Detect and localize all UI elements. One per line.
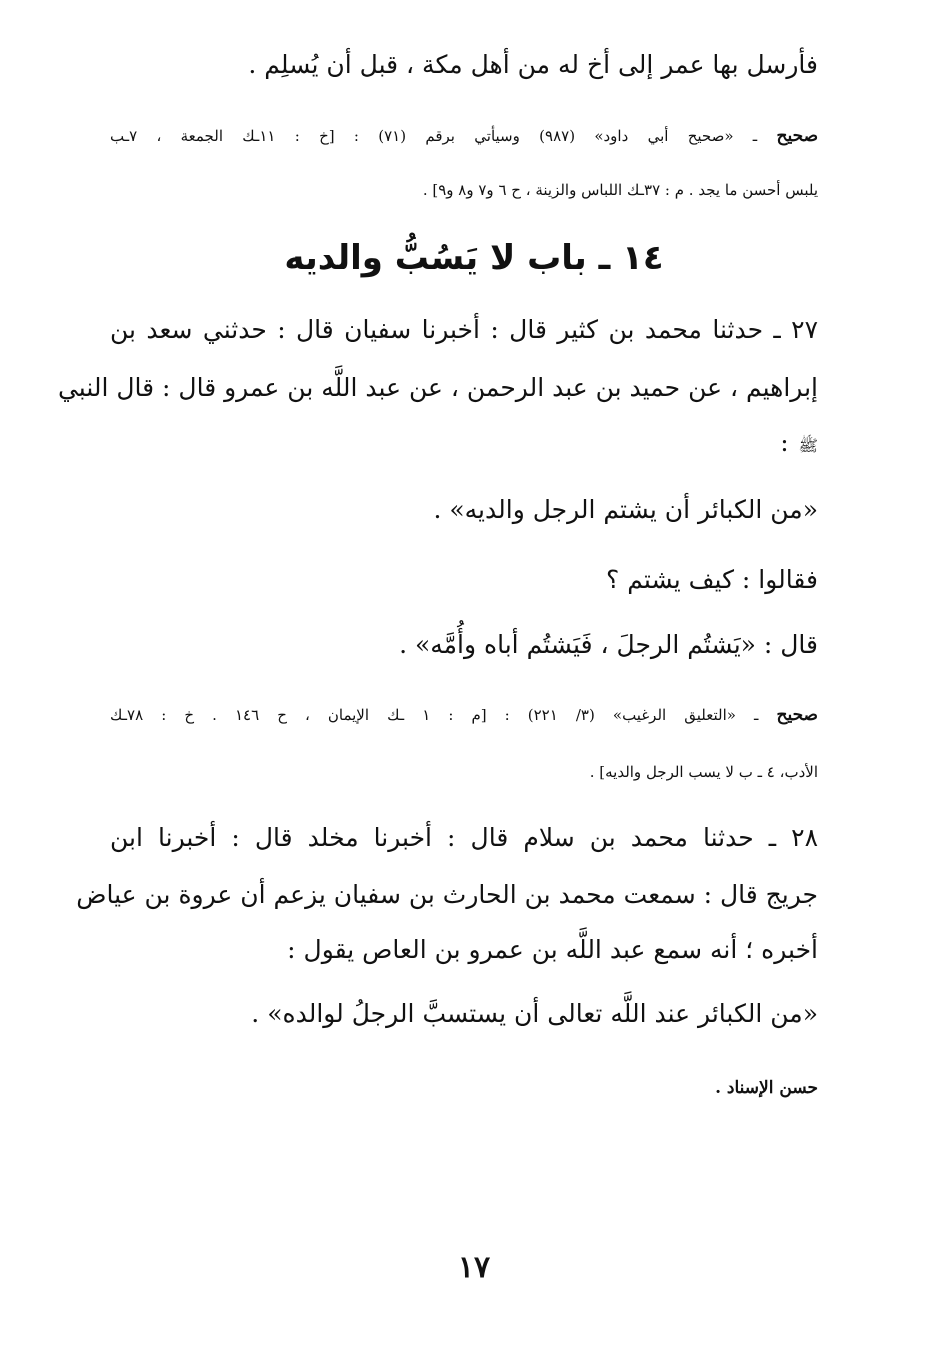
quote-4: «من الكبائر عند اللَّه تعالى أن يستسبَّ الرجلُ لوالده» . xyxy=(251,999,818,1028)
chapter-heading: ١٤ ـ باب لا يَسُبُّ والديه xyxy=(284,238,664,278)
hadith-28-line-3: أخبره ؛ أنه سمع عبد اللَّه بن عمرو بن العاص يقول : xyxy=(287,935,818,964)
footnote-text: ـ «صحيح أبي داود» (٩٨٧) وسيأتي برقم (٧١) : [خ : ١١ـك الجمعة ، ٧ـب xyxy=(110,127,777,145)
footnote-line-1 xyxy=(110,128,818,145)
grade-label: صحيح xyxy=(776,126,819,146)
hadith-28-line-2: جريج قال : سمعت محمد بن الحارث بن سفيان يزعم أن عروة بن عياض xyxy=(76,880,818,909)
hadith-27-line-3 xyxy=(780,430,818,455)
salutation-seal: ﷺ xyxy=(798,436,818,455)
footnote-line-2: يلبس أحسن ما يجد . م : ٣٧ـك اللباس والزينة ، ح ٦ و٧ و٨ و٩] . xyxy=(422,181,818,199)
hadith-27-line-1: ٢٧ ـ حدثنا محمد بن كثير قال : أخبرنا سفيان قال : حدثني سعد بن xyxy=(110,315,818,344)
hadith-28-line-1: ٢٨ ـ حدثنا محمد بن سلام قال : أخبرنا مخلد قال : أخبرنا ابن xyxy=(110,823,818,852)
quote-2: فقالوا : كيف يشتم ؟ xyxy=(606,565,818,594)
quote-1: «من الكبائر أن يشتم الرجل والديه» . xyxy=(433,495,818,524)
colon-text: : xyxy=(780,428,789,457)
hadith-27-line-2: إبراهيم ، عن حميد بن عبد الرحمن ، عن عبد اللَّه بن عمرو قال : قال النبي xyxy=(57,373,818,402)
page-number: ١٧ xyxy=(457,1250,491,1285)
quote-3: قال : «يَشتُم الرجلَ ، فَيَشتُم أباه وأُمَّه» . xyxy=(399,630,818,659)
footnote-line-3 xyxy=(110,707,818,724)
text-line-1: فأرسل بها عمر إلى أخ له من أهل مكة ، قبل أن يُسلِم . xyxy=(248,50,818,79)
footnote-line-4: الأدب، ٤ ـ ب لا يسب الرجل والديه] . xyxy=(589,763,818,781)
footnote-text: ـ «التعليق الرغيب» (٣/ ٢٢١) : [م : ١ ـك الإيمان ، ح ١٤٦ . خ : ٧٨ـك xyxy=(110,706,777,724)
grade-final: حسن الإسناد . xyxy=(715,1078,818,1098)
grade-label: صحيح xyxy=(776,705,818,725)
